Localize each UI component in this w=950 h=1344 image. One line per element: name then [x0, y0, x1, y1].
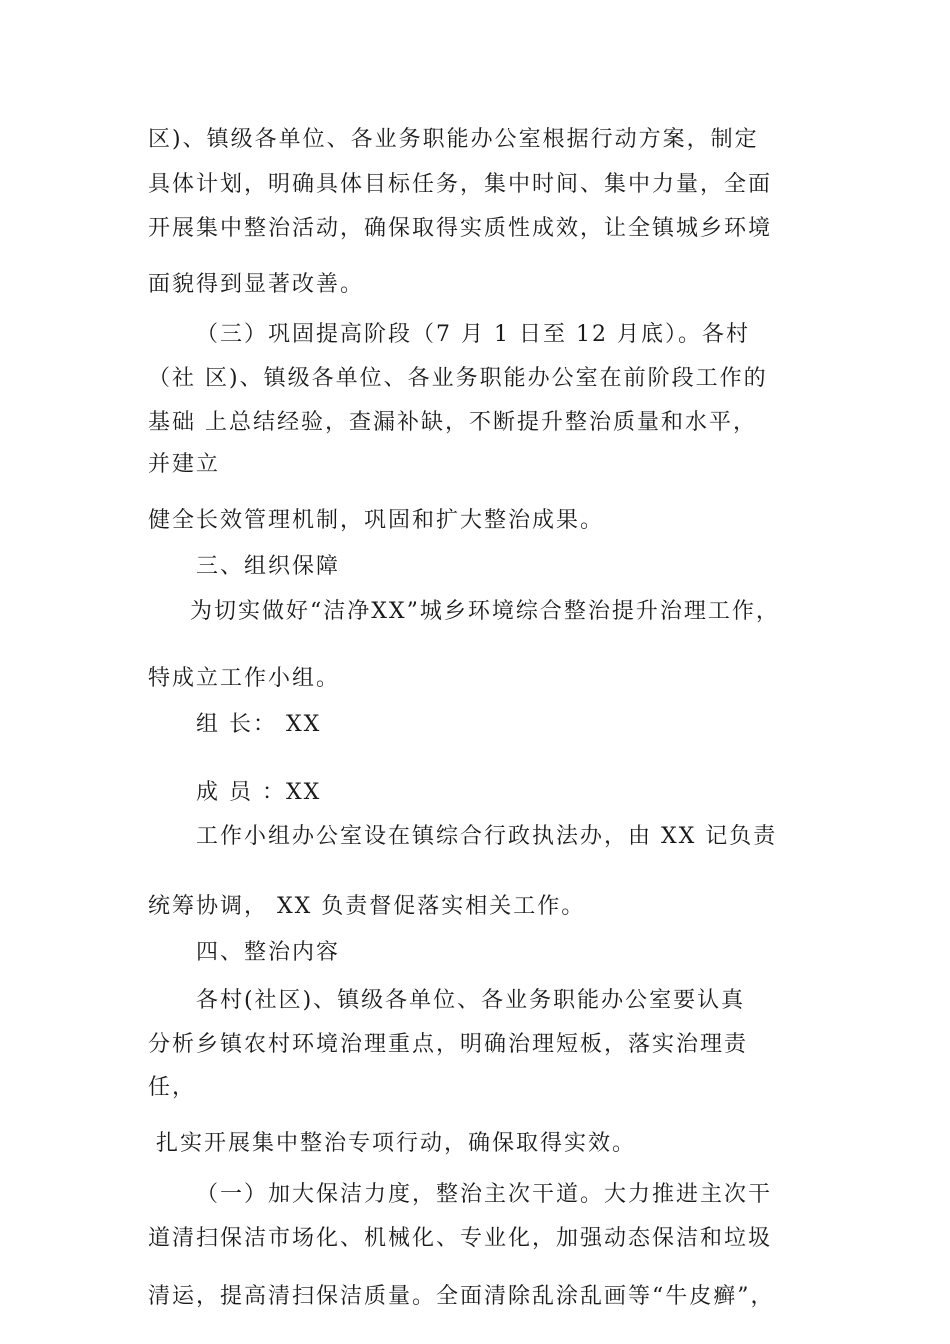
body-line-7: 基础 上总结经验，查漏补缺，不断提升整治质量和水平， [148, 410, 757, 435]
body-line-16: 统筹协调， XX 负责督促落实相关工作。 [148, 894, 586, 919]
group-members-line: 成 员 ：XX [196, 780, 322, 805]
body-line-9: 健全长效管理机制，巩固和扩大整治成果。 [148, 508, 605, 533]
body-line-21: 扎实开展集中整治专项行动，确保取得实效。 [156, 1131, 637, 1156]
body-line-11: 为切实做好“洁净XX”城乡环境综合整治提升治理工作， [190, 599, 780, 624]
body-line-12: 特成立工作小组。 [148, 666, 341, 691]
section-3-heading-line: （三）巩固提高阶段（7 月 1 日至 12 月底）。各村 [196, 322, 750, 347]
body-line-8: 并建立 [148, 452, 221, 477]
body-line-2: 具体计划，明确具体目标任务，集中时间、集中力量，全面 [148, 172, 773, 197]
body-line-24: 清运，提高清扫保洁质量。全面清除乱涂乱画等“牛皮癣”， [148, 1284, 775, 1309]
body-line-15: 工作小组办公室设在镇综合行政执法办，由 XX 记负责 [196, 824, 778, 849]
body-line-6: （社 区)、镇级各单位、各业务职能办公室在前阶段工作的 [148, 366, 768, 391]
group-leader-line: 组 长： XX [196, 712, 322, 737]
body-line-23: 道清扫保洁市场化、机械化、专业化，加强动态保洁和垃圾 [148, 1226, 773, 1251]
body-line-18: 各村(社区)、镇级各单位、各业务职能办公室要认真 [196, 988, 746, 1013]
body-line-19: 分析乡镇农村环境治理重点，明确治理短板，落实治理责 [148, 1032, 749, 1057]
body-line-3: 开展集中整治活动，确保取得实质性成效，让全镇城乡环境 [148, 216, 773, 241]
body-line-20: 任， [148, 1075, 197, 1100]
heading-organization: 三、组织保障 [196, 554, 341, 579]
body-line-4: 面貌得到显著改善。 [148, 272, 365, 297]
subsection-1-heading-line: （一）加大保洁力度，整治主次干道。大力推进主次干 [196, 1182, 773, 1207]
body-line-1: 区)、镇级各单位、各业务职能办公室根据行动方案，制定 [148, 127, 759, 152]
heading-content: 四、整治内容 [196, 940, 341, 965]
